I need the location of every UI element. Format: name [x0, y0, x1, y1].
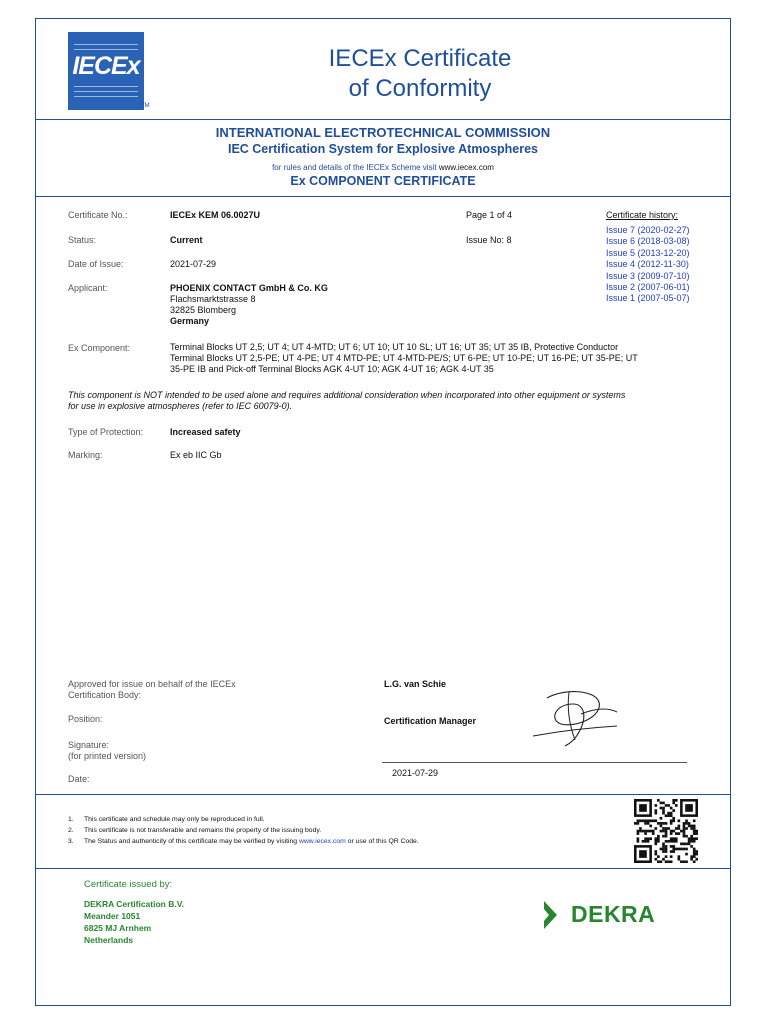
- dekra-arrow-icon: [541, 899, 569, 931]
- note-number: 2.: [68, 827, 74, 834]
- divider: [36, 196, 730, 197]
- cert-no-value: IECEx KEM 06.0027U: [170, 210, 261, 220]
- date-of-issue-label: Date of Issue:: [68, 259, 124, 269]
- iecex-logo: [68, 32, 144, 110]
- ex-component-value: [170, 342, 710, 375]
- applicant-country: Germany: [170, 316, 210, 326]
- history-item[interactable]: Issue 1 (2007-05-07): [606, 293, 690, 304]
- position-label: Position:: [68, 714, 103, 724]
- approver-name: L.G. van Schie: [384, 679, 447, 689]
- note-text: This certificate is not transferable and remains the property of the issuing body.: [84, 827, 322, 834]
- issuer-city: 6825 MJ Arnhem: [84, 923, 152, 933]
- logo-text: IECEx: [72, 52, 140, 80]
- trademark-mark: TM: [141, 103, 150, 109]
- logo-stripe: [74, 91, 138, 92]
- rules-text: for rules and details of the IECEx Scheme visit: [272, 163, 439, 172]
- page-number: Page 1 of 4: [466, 210, 513, 220]
- signature-line: (for printed version): [68, 751, 147, 761]
- status-value: Current: [170, 235, 203, 245]
- protection-label: Type of Protection:: [68, 427, 144, 437]
- component-line: Terminal Blocks UT 2,5-PE; UT 4-PE; UT 4 MTD-PE; UT 4-MTD-PE/S; UT 6-PE; UT 10-PE; UT 16-PE; UT 35-PE; UT: [170, 353, 638, 363]
- divider: [36, 868, 730, 869]
- history-item[interactable]: Issue 3 (2009-07-10): [606, 270, 690, 281]
- note-number: 3.: [68, 838, 74, 845]
- date-line: [382, 762, 687, 763]
- component-line: 35-PE IB and Pick-off Terminal Blocks AGK 4-UT 10; AGK 4-UT 16; AGK 4-UT 35: [170, 364, 494, 374]
- logo-stripe: [74, 86, 138, 87]
- date-value: 2021-07-29: [392, 768, 439, 778]
- date-of-issue-value: 2021-07-29: [170, 259, 217, 269]
- status-label: Status:: [68, 235, 97, 245]
- note-text: This certificate and schedule may only be reproduced in full.: [84, 816, 265, 823]
- signature-label: [68, 740, 146, 762]
- note-text: The Status and authenticity of this certificate may be verified by visiting: [84, 838, 299, 845]
- title-line-2: of Conformity: [348, 75, 492, 102]
- applicant-street: Flachsmarktstrasse 8: [170, 294, 256, 304]
- certification-system: IEC Certification System for Explosive Atmospheres: [227, 142, 539, 156]
- iecex-link[interactable]: www.iecex.com: [298, 838, 346, 845]
- note-1: [68, 816, 265, 823]
- applicant-label: Applicant:: [68, 283, 108, 293]
- history-item[interactable]: Issue 7 (2020-02-27): [606, 225, 690, 235]
- logo-stripe: [74, 49, 138, 50]
- marking-value: Ex eb IIC Gb: [170, 450, 222, 460]
- dekra-logo-text: DEKRA: [571, 901, 656, 927]
- rules-line: [36, 163, 730, 172]
- protection-value: Increased safety: [170, 427, 241, 437]
- history-list: [606, 225, 690, 305]
- history-item[interactable]: Issue 6 (2018-03-08): [606, 236, 690, 247]
- approved-line: Certification Body:: [68, 690, 142, 700]
- divider: [36, 794, 730, 795]
- note-number: 1.: [68, 816, 74, 823]
- issuer-street: Meander 1051: [84, 911, 141, 921]
- history-title: Certificate history:: [606, 210, 679, 220]
- issued-by-label: Certificate issued by:: [84, 879, 173, 890]
- cert-no-label: Certificate No.:: [68, 210, 128, 220]
- component-line: Terminal Blocks UT 2,5; UT 4; UT 4-MTD; UT 6; UT 10; UT 10 SL; UT 16; UT 35; UT 35 IB, Protective Conductor: [170, 342, 619, 352]
- note-3: [68, 838, 419, 845]
- history-item[interactable]: Issue 5 (2013-12-20): [606, 247, 690, 258]
- position-value: Certification Manager: [384, 716, 477, 726]
- usage-notice: [68, 390, 708, 412]
- signature-image: [525, 684, 625, 754]
- signature-line: Signature:: [68, 740, 110, 750]
- qr-code-icon[interactable]: [634, 799, 698, 863]
- approved-line: Approved for issue on behalf of the IECEx: [68, 679, 236, 689]
- note-text: or use of this QR Code.: [345, 838, 419, 845]
- marking-label: Marking:: [68, 450, 103, 460]
- issuer-name: DEKRA Certification B.V.: [84, 899, 184, 909]
- note-2: [68, 827, 321, 834]
- applicant-address: [170, 283, 328, 327]
- issue-number: Issue No: 8: [466, 235, 512, 245]
- date-label: Date:: [68, 774, 90, 784]
- divider: [36, 119, 730, 120]
- iecex-link[interactable]: www.iecex.com: [438, 163, 494, 172]
- ex-component-label: Ex Component:: [68, 343, 131, 353]
- approved-by-label: [68, 679, 236, 701]
- issuer-country: Netherlands: [84, 935, 134, 945]
- applicant-name: PHOENIX CONTACT GmbH & Co. KG: [170, 283, 328, 293]
- notice-line: This component is NOT intended to be used alone and requires additional consideration when incorporated into other equipment or systems: [68, 390, 626, 400]
- commission-name: INTERNATIONAL ELECTROTECHNICAL COMMISSION: [215, 125, 551, 140]
- applicant-city: 32825 Blomberg: [170, 305, 237, 315]
- logo-stripe: [74, 44, 138, 45]
- certificate-type: Ex COMPONENT CERTIFICATE: [290, 174, 476, 188]
- logo-stripe: [74, 96, 138, 97]
- title-line-1: IECEx Certificate: [328, 45, 512, 72]
- page-title: [270, 44, 570, 104]
- history-item[interactable]: Issue 2 (2007-06-01): [606, 282, 690, 293]
- notice-line: for use in explosive atmospheres (refer to IEC 60079-0).: [68, 401, 293, 411]
- history-item[interactable]: Issue 4 (2012-11-30): [606, 259, 689, 270]
